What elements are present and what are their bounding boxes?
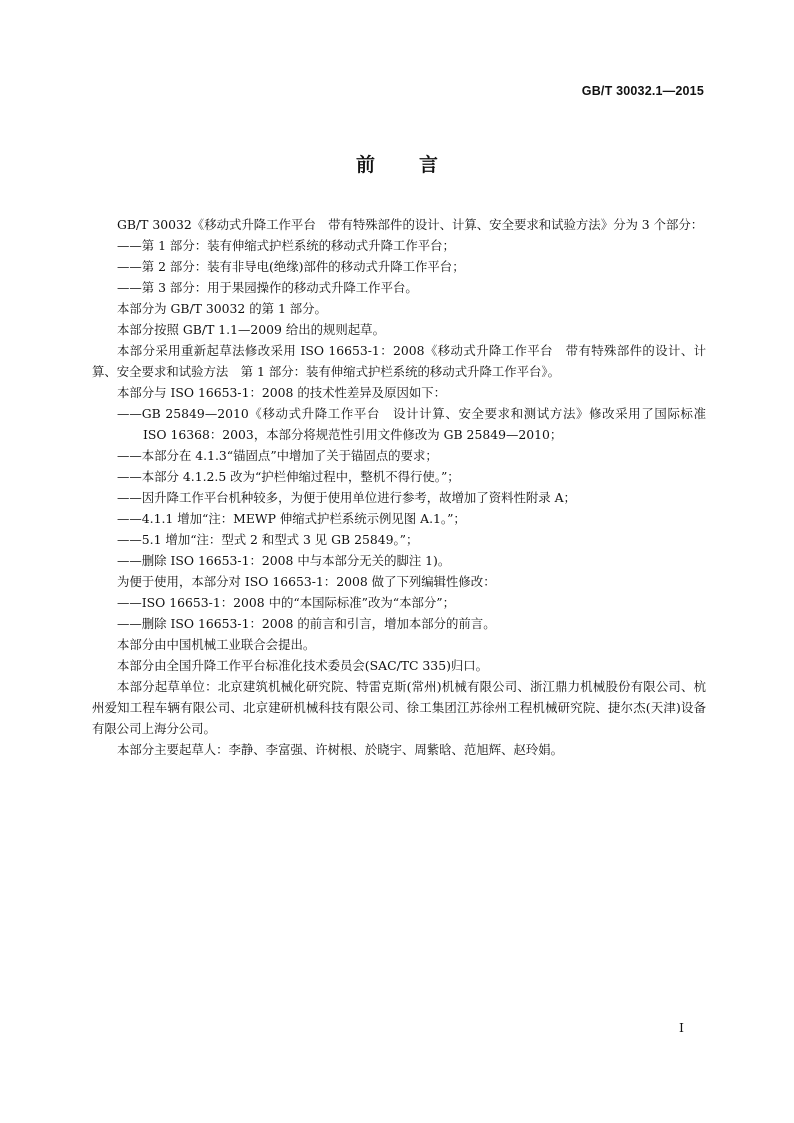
paragraph-proposed-by: 本部分由中国机械工业联合会提出。	[117, 637, 316, 652]
paragraph-centralized-by: 本部分由全国升降工作平台标准化技术委员会(SAC/TC 335)归口。	[117, 658, 489, 673]
list-item-difference: ——本部分在 4.1.3“锚固点”中增加了关于锚固点的要求；	[117, 448, 438, 463]
paragraph-drafting-units: 本部分起草单位：北京建筑机械化研究院、特雷克斯(常州)机械有限公司、浙江鼎力机械股份有限公司、杭州爱知工程车辆有限公司、北京建研机械科技有限公司、徐工集团江苏徐州工程机械研究院、捷尔杰(天津)设备有限公司上海分公司。	[92, 679, 706, 736]
list-item-part-1: ——第 1 部分：装有伸缩式护栏系统的移动式升降工作平台；	[117, 238, 455, 253]
paragraph-drafting-rules: 本部分按照 GB/T 1.1—2009 给出的规则起草。	[117, 322, 385, 337]
list-item-difference: ——删除 ISO 16653-1：2008 中与本部分无关的脚注 1)。	[117, 553, 451, 568]
page-number: I	[679, 1020, 684, 1035]
paragraph-editorial-changes: 为便于使用，本部分对 ISO 16653-1：2008 做了下列编辑性修改：	[117, 574, 496, 589]
paragraph-main-drafters: 本部分主要起草人：李静、李富强、许树根、於晓宇、周紫晗、范旭辉、赵玲娟。	[117, 742, 564, 757]
paragraph-part-statement: 本部分为 GB/T 30032 的第 1 部分。	[117, 301, 327, 316]
list-item-difference: ——本部分 4.1.2.5 改为“护栏伸缩过程中，整机不得行使。”；	[117, 469, 460, 484]
paragraph-adoption-method: 本部分采用重新起草法修改采用 ISO 16653-1：2008《移动式升降工作平台 带有特殊部件的设计、计算、安全要求和试验方法 第 1 部分：装有伸缩式护栏系统的移动式升降工作平台》。	[92, 343, 706, 379]
foreword-body	[92, 214, 706, 760]
list-item-editorial-change: ——ISO 16653-1：2008 中的“本国际标准”改为“本部分”；	[117, 595, 456, 610]
paragraph-technical-differences: 本部分与 ISO 16653-1：2008 的技术性差异及原因如下：	[117, 385, 447, 400]
list-item-part-2: ——第 2 部分：装有非导电(绝缘)部件的移动式升降工作平台；	[117, 259, 465, 274]
paragraph-series-intro: GB/T 30032《移动式升降工作平台 带有特殊部件的设计、计算、安全要求和试验方法》分为 3 个部分：	[117, 217, 704, 232]
list-item-difference: ——因升降工作平台机种较多，为便于使用单位进行参考，故增加了资料性附录 A；	[117, 490, 576, 505]
standard-code: GB/T 30032.1—2015	[581, 84, 704, 98]
list-item-editorial-change: ——删除 ISO 16653-1：2008 的前言和引言，增加本部分的前言。	[117, 616, 496, 631]
list-item-part-3: ——第 3 部分：用于果园操作的移动式升降工作平台。	[117, 280, 418, 295]
list-item-difference: ——GB 25849—2010《移动式升降工作平台 设计计算、安全要求和测试方法》修改采用了国际标准 ISO 16368：2003，本部分将规范性引用文件修改为 GB 25849—2010；	[117, 406, 706, 442]
list-item-difference: ——5.1 增加“注：型式 2 和型式 3 见 GB 25849。”；	[117, 532, 419, 547]
page-title: 前言	[355, 154, 482, 176]
list-item-difference: ——4.1.1 增加“注：MEWP 伸缩式护栏系统示例见图 A.1。”；	[117, 511, 466, 526]
